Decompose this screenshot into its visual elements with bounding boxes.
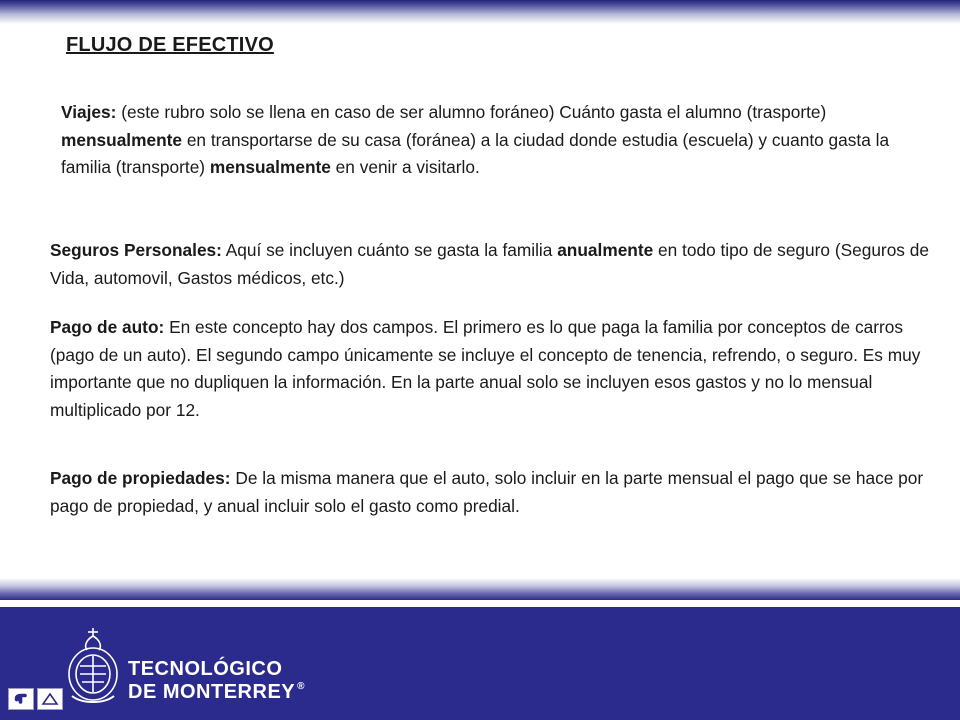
back-button[interactable] (8, 688, 34, 710)
bottom-gradient-band (0, 578, 960, 600)
brand-name-line2 (128, 681, 305, 704)
slide-title: FLUJO DE EFECTIVO (66, 34, 274, 56)
back-hand-icon (13, 692, 29, 706)
brand-name-line2-text: DE MONTERREY (128, 681, 296, 703)
footer-divider (0, 600, 960, 607)
tec-seal-icon (64, 626, 122, 706)
trademark-symbol: ® (297, 681, 305, 692)
paragraph-seguros (50, 237, 930, 292)
viajes-bold-2: mensualmente (209, 157, 331, 177)
brand-name-line1: TECNOLÓGICO (128, 658, 283, 680)
paragraph-pago-propiedades (50, 465, 930, 520)
auto-text-1: En este concepto hay dos campos. El primero es lo que paga la familia por conceptos de carros (pago de un auto). El segundo campo únicamente se incluye el concepto de tenencia, refrendo, o seguro. Es muy importante que no dupliquen la información. En la parte anual solo se incluyen esos gastos y no lo mensual multiplicado por 12. (50, 317, 921, 420)
seguros-heading: Seguros Personales: (50, 240, 222, 260)
home-triangle-icon (41, 692, 59, 706)
propiedades-text-1: De la misma manera que el auto, solo incluir en la parte mensual el pago que se hace por pago de propiedad, y anual incluir solo el gasto como predial. (50, 468, 924, 516)
seguros-text-1: Aquí se incluyen cuánto se gasta la familia (221, 240, 558, 260)
slide-nav-controls (8, 688, 64, 712)
viajes-text-3: en venir a visitarlo. (330, 157, 480, 177)
seguros-bold-1: anualmente (557, 240, 654, 260)
seguros-text-2: en todo tipo de seguro (Seguros de Vida, automovil, Gastos médicos, etc.) (50, 240, 929, 288)
viajes-text-2: en transportarse de su casa (foránea) a la ciudad donde estudia (escuela) y cuanto gasta la familia (transporte) (61, 129, 890, 177)
viajes-text-1: (este rubro solo se llena en caso de ser alumno foráneo) Cuánto gasta el alumno (trasporte) (116, 102, 827, 122)
viajes-heading: Viajes: (61, 102, 117, 122)
propiedades-heading: Pago de propiedades: (50, 468, 231, 488)
top-gradient-band (0, 0, 960, 24)
paragraph-viajes (61, 99, 911, 182)
auto-heading: Pago de auto: (50, 317, 165, 337)
home-button[interactable] (37, 688, 63, 710)
viajes-bold-1: mensualmente (61, 129, 183, 150)
paragraph-pago-auto (50, 314, 930, 424)
